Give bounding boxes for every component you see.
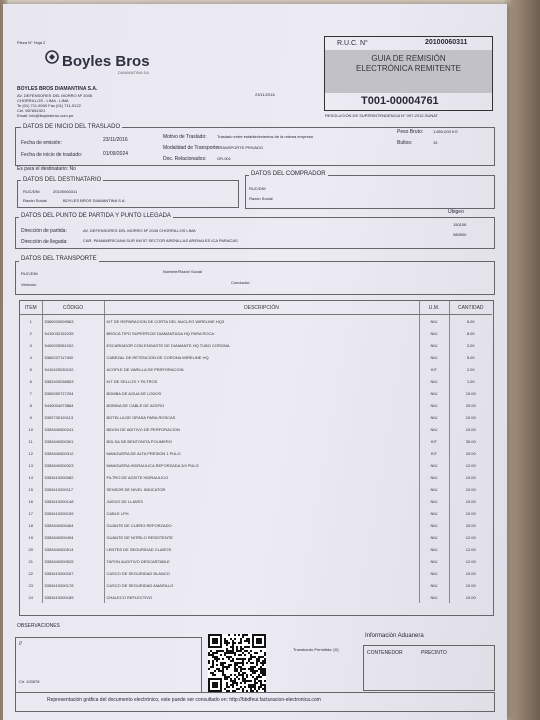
cell-cantidad: 10.00 bbox=[449, 507, 492, 519]
ruc-box bbox=[324, 36, 493, 111]
table-row bbox=[20, 411, 492, 423]
table-row bbox=[20, 495, 492, 507]
cell-cantidad: 10.00 bbox=[449, 423, 492, 435]
cell-cantidad: 20.00 bbox=[449, 399, 492, 411]
cell-codigo: 5352840000464 bbox=[42, 519, 104, 531]
cell-um: NIU bbox=[419, 567, 449, 579]
cell-um: NIU bbox=[419, 315, 449, 328]
cell-item: 8 bbox=[29, 402, 32, 408]
cell-item: 7 bbox=[29, 390, 32, 396]
cell-um: NIU bbox=[419, 531, 449, 543]
resolution: RESOLUCIÓN DE SUPERINTENDENCIA N° 097-2012-SUNAT bbox=[325, 113, 439, 118]
motivo-value: Traslado entre establecimientos de la misma empresa bbox=[217, 134, 313, 139]
doc-rel-value: GR-001 bbox=[217, 156, 232, 161]
cell-codigo: 5410420030102 bbox=[42, 363, 104, 375]
address-line: Te (01) 711-5000 Fax (01) 711-5122 bbox=[17, 103, 81, 108]
cell-cantidad: 10.00 bbox=[449, 495, 492, 507]
cell-cantidad: 12.00 bbox=[449, 459, 492, 471]
ubigeo-label: Ubigeo bbox=[448, 209, 464, 215]
destinatario-box bbox=[17, 180, 239, 208]
items-table bbox=[20, 301, 492, 603]
cell-um: NIU bbox=[419, 375, 449, 387]
ruc-label: R.U.C. N° bbox=[337, 40, 368, 47]
table-row bbox=[20, 387, 492, 399]
cell-codigo: 5353410000082 bbox=[42, 471, 104, 483]
cell-descripcion: GUANTE DE CUERO REFORZADO bbox=[104, 519, 419, 531]
items-header-row bbox=[20, 301, 492, 315]
address-line: CHORRILLOS - LIMA - LIMA bbox=[17, 98, 69, 103]
cell-descripcion: MANGUERA HIDRAULICA REFORZADA 3/4 PULG bbox=[104, 459, 419, 471]
table-row bbox=[20, 591, 492, 603]
cell-um: NIU bbox=[419, 399, 449, 411]
cell-descripcion: CHALECO REFLECTIVO bbox=[104, 591, 419, 603]
cell-descripcion: JUEGO DE LLAVES bbox=[104, 495, 419, 507]
table-row bbox=[20, 579, 492, 591]
col-descripcion-header: DESCRIPCIÓN bbox=[104, 301, 419, 315]
partida-label: Dirección de partida: bbox=[21, 228, 67, 234]
col-um-header: U.M. bbox=[419, 301, 449, 315]
partida-box bbox=[15, 217, 495, 249]
cell-codigo: 5352840000525 bbox=[42, 555, 104, 567]
cell-codigo: 5352840000241 bbox=[42, 423, 104, 435]
cell-item: 10 bbox=[28, 426, 33, 432]
table-row bbox=[20, 555, 492, 567]
cell-item: 9 bbox=[29, 414, 32, 420]
cell-um: NIU bbox=[419, 591, 449, 603]
obs-title: OBSERVACIONES bbox=[17, 623, 60, 629]
cell-codigo: 5353410000117 bbox=[42, 483, 104, 495]
cell-item: 4 bbox=[29, 354, 32, 360]
cell-um: NIU bbox=[419, 543, 449, 555]
cell-codigo: 5353410000148 bbox=[42, 495, 104, 507]
transporte-box bbox=[15, 261, 495, 295]
fecha-emision-value: 23/11/2016 bbox=[103, 137, 128, 143]
cell-item: 16 bbox=[28, 498, 33, 504]
cell-item: 6 bbox=[29, 378, 32, 384]
comp-razon-label: Razón Social bbox=[249, 196, 273, 201]
cell-codigo: 5440004073884 bbox=[42, 399, 104, 411]
brand-name: Boyles Bros bbox=[62, 53, 150, 70]
cell-codigo: 5410032152239 bbox=[42, 327, 104, 339]
obs-text: // bbox=[19, 641, 22, 647]
trans-nombre-label: Nombre/Razón Social bbox=[163, 269, 202, 274]
cell-codigo: 5352400038853 bbox=[42, 375, 104, 387]
table-row bbox=[20, 435, 492, 447]
llegada-ubigeo: 080500 bbox=[453, 232, 467, 237]
table-row bbox=[20, 315, 492, 328]
qr-code-icon bbox=[208, 634, 266, 692]
table-row bbox=[20, 447, 492, 459]
cell-codigo: 5400025051002 bbox=[42, 339, 104, 351]
trans-ruc-label: RUC/DNI bbox=[21, 271, 38, 276]
cell-item: 18 bbox=[28, 522, 33, 528]
cell-um: NIU bbox=[419, 387, 449, 399]
guia-document bbox=[3, 4, 507, 720]
cell-descripcion: CASCO DE SEGURIDAD AMARILLO bbox=[104, 579, 419, 591]
comprador-title: DATOS DEL COMPRADOR bbox=[251, 171, 326, 177]
table-row bbox=[20, 483, 492, 495]
cell-codigo: 5352840000312 bbox=[42, 447, 104, 459]
doc-number: T001-00004761 bbox=[361, 95, 439, 107]
transporte-title: DATOS DEL TRANSPORTE bbox=[21, 256, 97, 262]
llegada-value: CAR. PANAMERICANA SUR KM 57 SECTOR ARENILLAS ARENALES ICA PARACAS bbox=[83, 238, 238, 243]
col-item-header: ITEM bbox=[20, 301, 42, 315]
partida-value: AV. DEFENSORES DEL MORRO Nº 2045 CHORRILLOS LIMA bbox=[83, 228, 196, 233]
address-line: Cel. 987654321 bbox=[17, 108, 46, 113]
cell-cantidad: 3.00 bbox=[449, 339, 492, 351]
cell-descripcion: CABLE LPH bbox=[104, 507, 419, 519]
cell-codigo: 5353410000189 bbox=[42, 591, 104, 603]
cell-descripcion: BOMBA DE AGUA DE LODOS bbox=[104, 387, 419, 399]
cell-descripcion: BROCA TIPO SUPERFICIE DIAMANTADA HQ PARA ROCA bbox=[104, 327, 419, 339]
cell-um: NIU bbox=[419, 579, 449, 591]
cell-codigo: 5352730120113 bbox=[42, 411, 104, 423]
table-row bbox=[20, 507, 492, 519]
motivo-label: Motivo de Traslado: bbox=[163, 134, 207, 140]
peso-value: 1.650,000 KG bbox=[433, 129, 458, 134]
cell-item: 2 bbox=[29, 330, 32, 336]
issue-date: 23/11/2016 bbox=[255, 92, 275, 97]
brand-logo-icon bbox=[45, 50, 59, 64]
cell-item: 24 bbox=[28, 594, 33, 600]
cell-cantidad: 10.00 bbox=[449, 471, 492, 483]
cell-um: KIT bbox=[419, 363, 449, 375]
cell-descripcion: BOTELLA DE GRASA PARA ROSCAS bbox=[104, 411, 419, 423]
cell-item: 3 bbox=[29, 342, 32, 348]
table-row bbox=[20, 459, 492, 471]
bultos-value: 15 bbox=[433, 140, 438, 145]
col-cantidad-header: CANTIDAD bbox=[449, 301, 492, 315]
table-row bbox=[20, 543, 492, 555]
cell-descripcion: MANGUERA DE ALTA PRESION 1 PULG bbox=[104, 447, 419, 459]
cell-um: NIU bbox=[419, 327, 449, 339]
cell-um: NIU bbox=[419, 519, 449, 531]
cell-cantidad: 10.00 bbox=[449, 567, 492, 579]
cell-cantidad: 5.00 bbox=[449, 351, 492, 363]
cell-um: NIU bbox=[419, 471, 449, 483]
aduana-title: Información Aduanera bbox=[365, 633, 424, 639]
cell-descripcion: ACOPLE DE VARILLA DE PERFORACION bbox=[104, 363, 419, 375]
cell-codigo: 5350050727294 bbox=[42, 387, 104, 399]
cell-um: NIU bbox=[419, 459, 449, 471]
cell-item: 1 bbox=[29, 318, 32, 324]
cell-codigo: 5353410000159 bbox=[42, 507, 104, 519]
representation-text: Representación gráfica del documento electrónico, este puede ser consultado en: http://bbdfeui.facturacion-electronica.com bbox=[47, 697, 321, 703]
cell-codigo: 5360237117400 bbox=[42, 351, 104, 363]
modalidad-label: Modalidad de Transporte: bbox=[163, 145, 220, 151]
table-row bbox=[20, 519, 492, 531]
cell-descripcion: ESCARIADOR CON ENGASTE DE DIAMANTE HQ TUBO CORONA bbox=[104, 339, 419, 351]
table-row bbox=[20, 339, 492, 351]
cell-descripcion: BIDON DE ADITIVO DE PERFORACION bbox=[104, 423, 419, 435]
brand-sub: DIAMANTINA SA bbox=[118, 70, 149, 75]
dest-ruc-label: RUC/DNI bbox=[23, 189, 40, 194]
cell-descripcion: GUANTE DE NITRILO RESISTENTE bbox=[104, 531, 419, 543]
cell-um: NIU bbox=[419, 483, 449, 495]
cell-um: NIU bbox=[419, 339, 449, 351]
cell-codigo: 5353410000178 bbox=[42, 579, 104, 591]
cell-cantidad: 20.00 bbox=[449, 519, 492, 531]
cell-item: 13 bbox=[28, 462, 33, 468]
comp-ruc-label: RUC/DNI bbox=[249, 186, 266, 191]
table-row bbox=[20, 327, 492, 339]
cell-cantidad: 30.00 bbox=[449, 435, 492, 447]
cell-descripcion: KIT DE SELLOS Y FILTROS bbox=[104, 375, 419, 387]
cell-cantidad: 10.00 bbox=[449, 483, 492, 495]
table-row bbox=[20, 567, 492, 579]
col-codigo-header: CÓDIGO bbox=[42, 301, 104, 315]
fecha-inicio-value: 01/09/2024 bbox=[103, 151, 129, 157]
cell-um: NIU bbox=[419, 555, 449, 567]
contenedor-label: CONTENEDOR bbox=[367, 650, 403, 656]
table-row bbox=[20, 375, 492, 387]
cell-descripcion: BOLSA DE BENTONITA POLIMERO bbox=[104, 435, 419, 447]
cell-cantidad: 10.00 bbox=[449, 591, 492, 603]
dest-razon-label: Razón Social bbox=[23, 198, 47, 203]
peso-label: Peso Bruto: bbox=[397, 129, 424, 135]
table-row bbox=[20, 351, 492, 363]
cell-cantidad: 10.00 bbox=[449, 579, 492, 591]
cell-codigo: 5353410000167 bbox=[42, 567, 104, 579]
cell-cantidad: 1.00 bbox=[449, 375, 492, 387]
cell-cantidad: 12.00 bbox=[449, 543, 492, 555]
dest-ruc-value: 20100060311 bbox=[53, 189, 78, 194]
table-row bbox=[20, 471, 492, 483]
top-ref: Pieza N° Hoja 2 bbox=[17, 40, 46, 45]
modalidad-value: TRANSPORTE PRIVADO bbox=[217, 145, 264, 150]
cell-descripcion: CABEZAL DE RETENCION DE CORONA WIRELINE HQ bbox=[104, 351, 419, 363]
trans-vehiculo-label: Vehículo bbox=[21, 282, 37, 287]
cell-cantidad: 5.00 bbox=[449, 315, 492, 328]
doc-title: GUIA DE REMISIÓN ELECTRÓNICA REMITENTE bbox=[356, 54, 461, 73]
table-row bbox=[20, 531, 492, 543]
cell-cantidad: 8.00 bbox=[449, 327, 492, 339]
cell-item: 12 bbox=[28, 450, 33, 456]
cell-codigo: 5352840000494 bbox=[42, 531, 104, 543]
cell-cantidad: 12.00 bbox=[449, 531, 492, 543]
cell-cantidad: 15.00 bbox=[449, 387, 492, 399]
partida-ubigeo: 150108 bbox=[453, 222, 467, 227]
table-row bbox=[20, 423, 492, 435]
partida-title: DATOS DEL PUNTO DE PARTIDA Y PUNTO LLEGADA bbox=[21, 213, 171, 219]
cell-um: NIU bbox=[419, 411, 449, 423]
company-name: BOYLES BROS DIAMANTINA S.A. bbox=[17, 86, 98, 92]
cell-codigo: 5352840000323 bbox=[42, 459, 104, 471]
fecha-emision-label: Fecha de emisión: bbox=[21, 140, 62, 146]
cell-item: 19 bbox=[28, 534, 33, 540]
cell-descripcion: SENSOR DE NIVEL INDICATOR bbox=[104, 483, 419, 495]
cell-descripcion: CASCO DE SEGURIDAD BLANCO bbox=[104, 567, 419, 579]
table-row bbox=[20, 399, 492, 411]
destinatario-note: Es para el destinatario: No bbox=[17, 166, 76, 172]
cell-um: KIT bbox=[419, 435, 449, 447]
cell-codigo: 5352840000514 bbox=[42, 543, 104, 555]
dest-razon-value: BOYLES BROS DIAMANTINA S.A. bbox=[63, 198, 126, 203]
address-line: Email: info@boylesbros.com.pe bbox=[17, 113, 74, 118]
cell-descripcion: TAPON AUDITIVO DESCARTABLE bbox=[104, 555, 419, 567]
cell-item: 11 bbox=[28, 438, 33, 444]
cell-cantidad: 12.00 bbox=[449, 555, 492, 567]
cell-um: KIT bbox=[419, 447, 449, 459]
cell-um: NIU bbox=[419, 507, 449, 519]
comprador-box bbox=[245, 175, 495, 209]
cell-descripcion: BOBINA DE CABLE DE ACERO bbox=[104, 399, 419, 411]
doc-rel-label: Doc. Relacionados: bbox=[163, 156, 207, 162]
obs-box bbox=[15, 637, 202, 693]
cell-item: 23 bbox=[28, 582, 33, 588]
cell-cantidad: 20.00 bbox=[449, 447, 492, 459]
destinatario-title: DATOS DEL DESTINATARIO bbox=[23, 177, 102, 183]
cell-um: NIU bbox=[419, 423, 449, 435]
cell-descripcion: KIT DE REPARACION DE CORTA DEL NUCLEO WIRELINE HQ3 bbox=[104, 315, 419, 328]
obs-code: Cir. 103578 bbox=[19, 679, 40, 684]
cell-item: 5 bbox=[29, 366, 32, 372]
cell-item: 21 bbox=[28, 558, 33, 564]
cell-descripcion: FILTRO DE ACEITE HIDRAULICO bbox=[104, 471, 419, 483]
address-line: AV. DEFENSORES DEL MORRO Nº 2045 bbox=[17, 93, 93, 98]
fecha-inicio-label: Fecha de inicio de traslado: bbox=[21, 152, 83, 158]
cell-um: NIU bbox=[419, 495, 449, 507]
precinto-label: PRECINTO bbox=[421, 650, 447, 656]
cell-cantidad: 10.00 bbox=[449, 411, 492, 423]
ruc-number: 20100060311 bbox=[425, 39, 468, 46]
cell-item: 15 bbox=[28, 486, 33, 492]
cell-cantidad: 2.00 bbox=[449, 363, 492, 375]
transbordo: Transbordo Permitido: [X] bbox=[293, 647, 339, 652]
cell-item: 17 bbox=[28, 510, 33, 516]
cell-um: NIU bbox=[419, 351, 449, 363]
bultos-label: Bultos: bbox=[397, 140, 413, 146]
cell-codigo: 5360000009563 bbox=[42, 315, 104, 328]
llegada-label: Dirección de llegada: bbox=[21, 239, 68, 245]
cell-descripcion: LENTES DE SEGURIDAD CLAROS bbox=[104, 543, 419, 555]
cell-item: 14 bbox=[28, 474, 33, 480]
cell-item: 20 bbox=[28, 546, 33, 552]
cell-item: 22 bbox=[28, 570, 33, 576]
trans-conductor-label: Conductor: bbox=[231, 280, 251, 285]
table-row bbox=[20, 363, 492, 375]
traslado-title: DATOS DE INICIO DEL TRASLADO bbox=[23, 124, 121, 130]
cell-codigo: 5352840000301 bbox=[42, 435, 104, 447]
